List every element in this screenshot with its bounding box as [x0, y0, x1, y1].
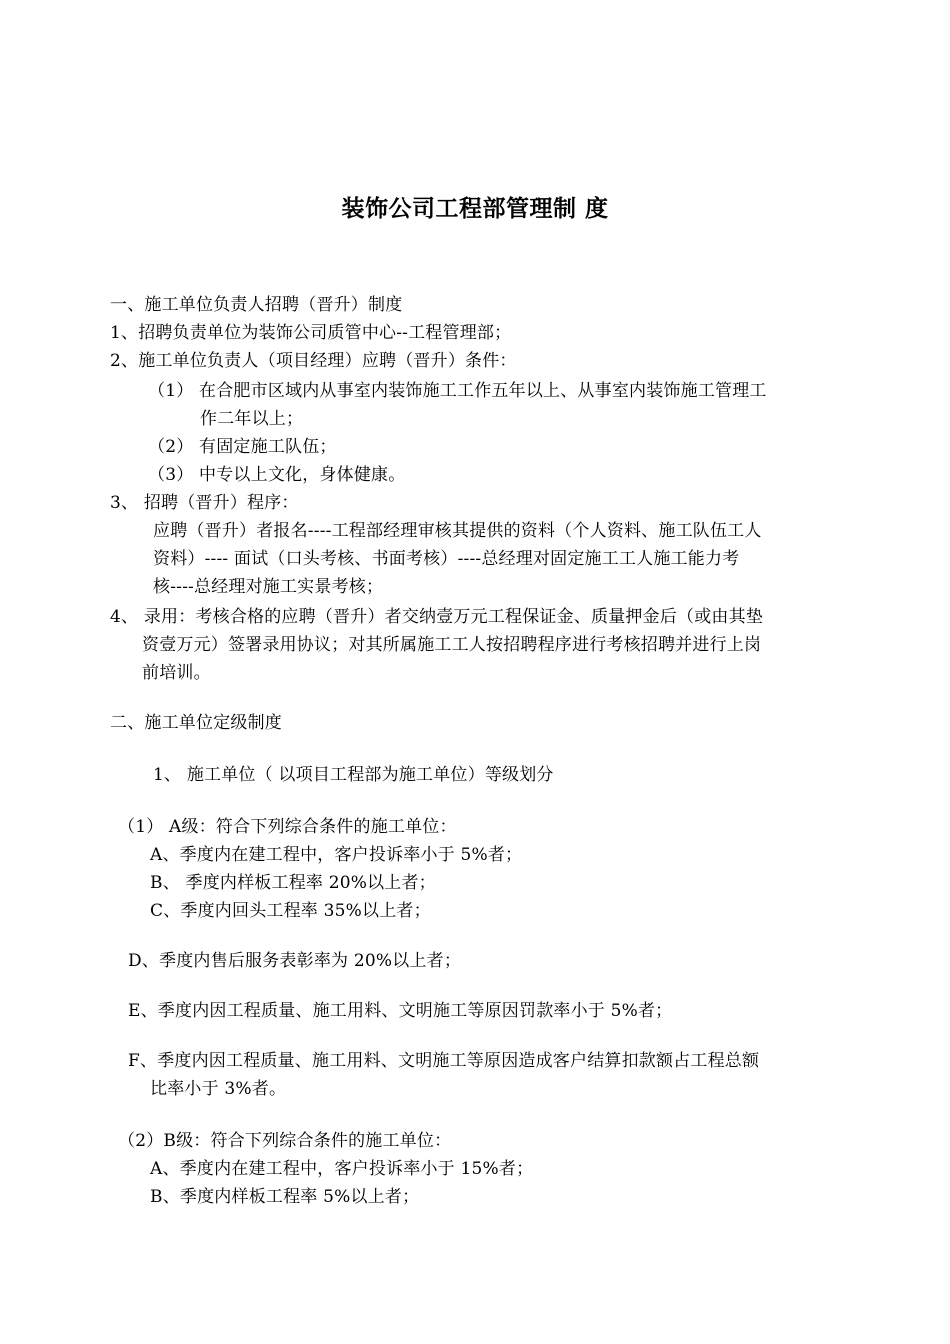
section2-sub1: 1、 施工单位（ 以项目工程部为施工单位）等级划分	[153, 765, 554, 785]
procedure-line2: 资料）---- 面试（口头考核、书面考核）----总经理对固定施工工人施工能力考	[153, 549, 740, 569]
procedure-line3: 核----总经理对施工实景考核；	[153, 577, 384, 597]
section1-item4-line1: 4、 录用：考核合格的应聘（晋升）者交纳壹万元工程保证金、质量押金后（或由其垫	[110, 607, 764, 627]
gradeA-item-c: C、季度内回头工程率 35%以上者；	[150, 901, 431, 921]
gradeA-item-f-line1: F、季度内因工程质量、施工用料、文明施工等原因造成客户结算扣款额占工程总额	[128, 1051, 760, 1071]
section1-item4-line3: 前培训。	[142, 663, 211, 683]
gradeB-item-a: A、季度内在建工程中，客户投诉率小于 15%者；	[150, 1159, 534, 1179]
section1-item4-line2: 资壹万元）签署录用协议；对其所属施工工人按招聘程序进行考核招聘并进行上岗	[142, 635, 762, 655]
condition2: （2） 有固定施工队伍；	[148, 437, 337, 457]
gradeA-item-b: B、 季度内样板工程率 20%以上者；	[150, 873, 436, 893]
document-title: 装饰公司工程部管理制 度	[341, 196, 609, 222]
section1-item2: 2、施工单位负责人（项目经理）应聘（晋升）条件：	[110, 351, 517, 371]
gradeA-item-e: E、季度内因工程质量、施工用料、文明施工等原因罚款率小于 5%者；	[128, 1001, 673, 1021]
gradeA-heading: （1） A级：符合下列综合条件的施工单位：	[118, 817, 457, 837]
section1-item1: 1、招聘负责单位为装饰公司质管中心--工程管理部；	[110, 323, 512, 343]
gradeB-heading: （2）B级：符合下列综合条件的施工单位：	[118, 1131, 452, 1151]
condition1-line2: 作二年以上；	[200, 409, 304, 429]
condition3: （3） 中专以上文化，身体健康。	[148, 465, 406, 485]
gradeA-item-d: D、季度内售后服务表彰率为 20%以上者；	[128, 951, 462, 971]
gradeB-item-b: B、季度内样板工程率 5%以上者；	[150, 1187, 420, 1207]
gradeA-item-f-line2: 比率小于 3%者。	[150, 1079, 287, 1099]
gradeA-item-a: A、季度内在建工程中，客户投诉率小于 5%者；	[150, 845, 523, 865]
section1-heading: 一、施工单位负责人招聘（晋升）制度	[110, 295, 403, 315]
section2-heading: 二、施工单位定级制度	[110, 713, 282, 733]
condition1-line1: （1） 在合肥市区域内从事室内装饰施工工作五年以上、从事室内装饰施工管理工	[148, 381, 767, 401]
section1-item3: 3、 招聘（晋升）程序：	[110, 493, 299, 513]
procedure-line1: 应聘（晋升）者报名----工程部经理审核其提供的资料（个人资料、施工队伍工人	[153, 521, 762, 541]
